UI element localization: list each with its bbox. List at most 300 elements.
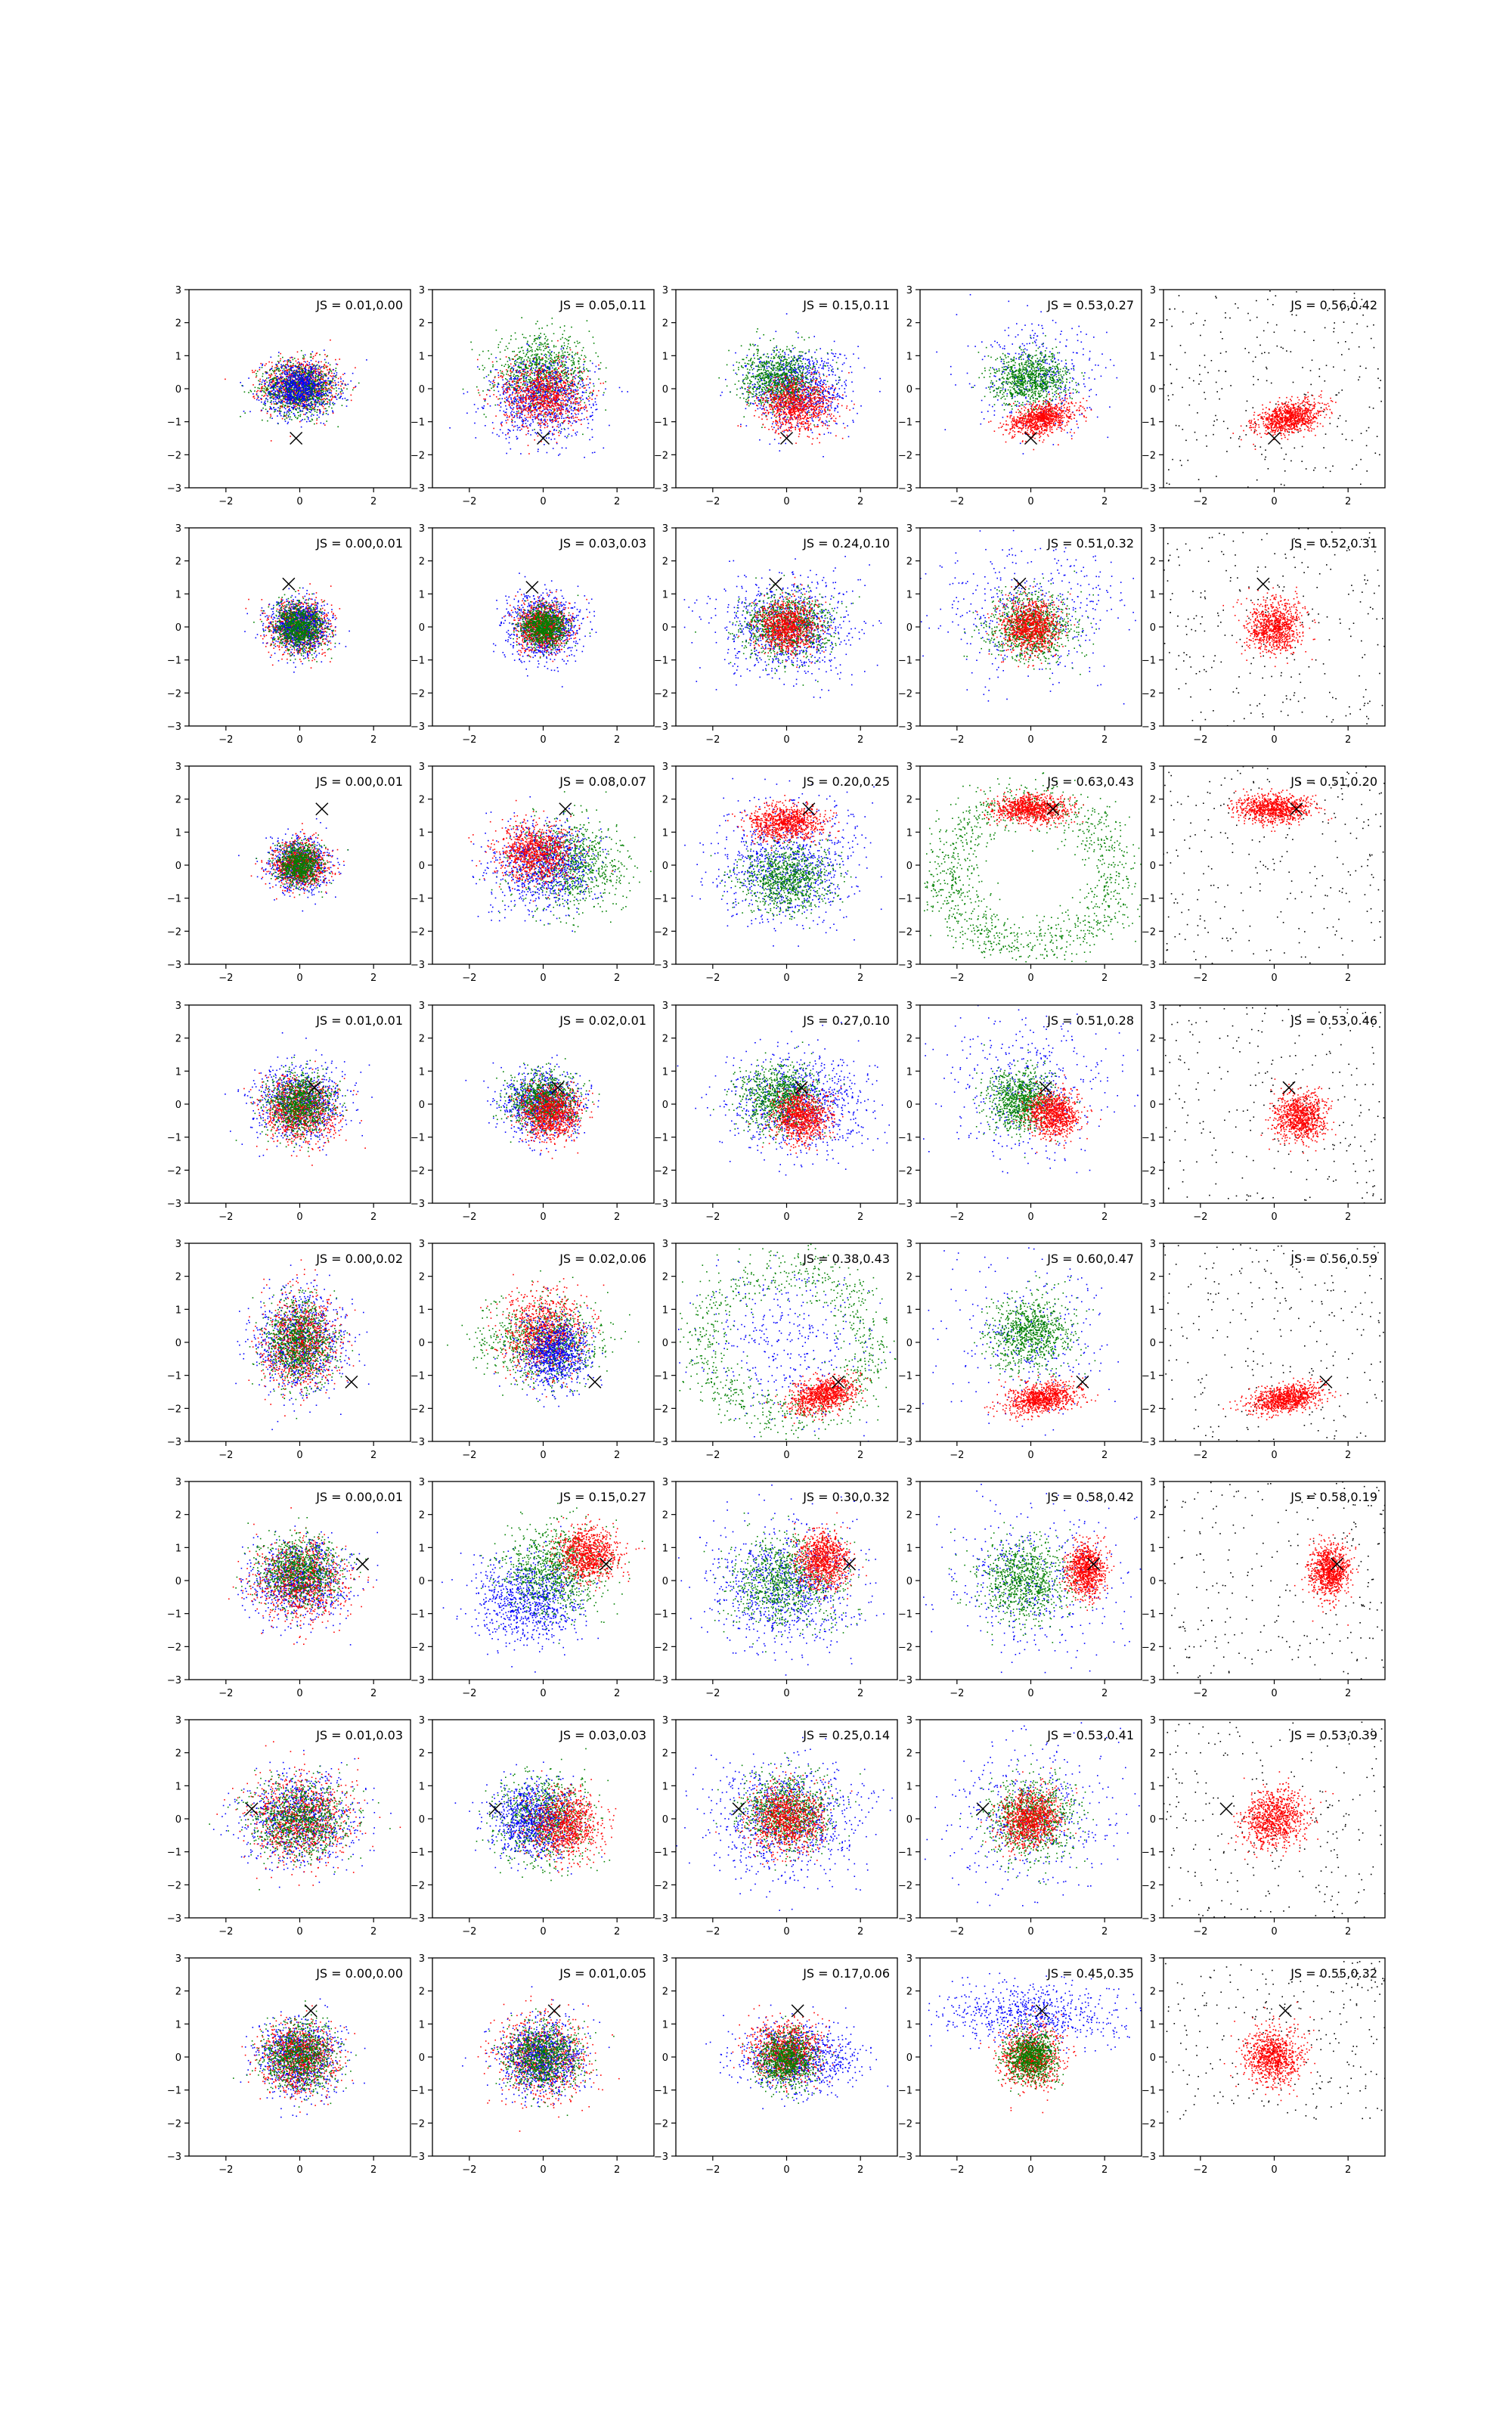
data-point [552, 434, 553, 436]
data-point [320, 389, 321, 391]
data-point [536, 361, 538, 363]
data-point [538, 354, 539, 355]
data-point [532, 430, 534, 431]
data-point [331, 399, 333, 400]
data-point [277, 407, 279, 408]
data-point [508, 429, 510, 430]
data-point [539, 358, 541, 360]
data-point [330, 402, 331, 403]
data-point [583, 385, 584, 386]
data-point [592, 393, 593, 395]
data-point [519, 413, 521, 414]
data-point [553, 386, 554, 388]
data-point [566, 408, 568, 409]
data-point [506, 388, 507, 389]
data-point [503, 392, 504, 394]
data-point [551, 340, 553, 342]
data-point [295, 378, 296, 380]
data-point [565, 404, 566, 405]
data-point [548, 377, 550, 379]
data-point [280, 401, 282, 402]
data-point [553, 417, 555, 418]
data-point [273, 380, 274, 382]
data-point [513, 387, 514, 389]
data-point [570, 397, 572, 399]
data-point [519, 352, 520, 353]
data-point [536, 349, 538, 350]
data-point [492, 366, 494, 368]
data-point [572, 360, 574, 361]
data-point [286, 381, 287, 383]
data-point [513, 374, 515, 375]
data-point [521, 397, 522, 399]
data-point [280, 353, 281, 355]
data-point [591, 392, 593, 394]
data-point [541, 386, 543, 388]
data-point [513, 409, 514, 411]
data-point [289, 395, 290, 396]
data-point [271, 400, 272, 402]
data-point [334, 403, 336, 405]
data-point [544, 338, 546, 340]
data-point [593, 386, 595, 387]
data-point [291, 371, 293, 372]
data-point [532, 417, 534, 418]
data-point [550, 369, 551, 371]
data-point [538, 349, 539, 351]
data-point [500, 373, 502, 374]
data-point [314, 409, 316, 411]
data-point [497, 386, 498, 388]
data-point [522, 364, 524, 365]
data-point [498, 383, 500, 385]
data-point [264, 402, 265, 403]
data-point [557, 362, 559, 364]
data-point [562, 392, 563, 393]
data-point [287, 412, 288, 414]
data-point [551, 380, 553, 381]
data-point [548, 372, 550, 374]
data-point [584, 406, 586, 408]
data-point [564, 355, 565, 357]
data-point [575, 375, 577, 377]
data-point [517, 395, 519, 396]
y-tick-label: −3 [167, 483, 181, 495]
data-point [298, 415, 299, 417]
data-point [288, 361, 290, 362]
data-point [264, 385, 265, 386]
data-point [289, 396, 290, 398]
data-point [316, 389, 318, 390]
data-point [342, 374, 344, 375]
data-point [564, 374, 565, 375]
data-point [311, 377, 312, 379]
data-point [326, 420, 327, 422]
data-point [534, 361, 535, 363]
data-point [526, 395, 528, 396]
data-point [547, 340, 548, 342]
series-green [463, 317, 607, 436]
data-point [517, 390, 519, 392]
data-point [314, 396, 316, 397]
data-point [530, 389, 531, 390]
data-point [566, 356, 568, 358]
data-point [565, 361, 567, 363]
data-point [288, 374, 290, 376]
data-point [500, 423, 502, 424]
data-point [538, 346, 539, 348]
data-point [303, 414, 305, 415]
data-point [530, 415, 531, 417]
data-point [290, 377, 292, 379]
data-point [347, 399, 349, 401]
data-point [525, 381, 526, 383]
data-point [314, 407, 315, 408]
data-point [512, 425, 513, 427]
data-point [268, 374, 270, 376]
data-point [511, 371, 513, 373]
data-point [330, 392, 332, 394]
data-point [518, 427, 519, 429]
data-point [575, 390, 577, 392]
data-point [519, 430, 521, 431]
data-point [529, 386, 531, 387]
data-point [332, 379, 333, 380]
data-point [581, 386, 583, 388]
data-point [571, 409, 572, 411]
data-point [305, 387, 307, 389]
data-point [547, 424, 548, 425]
data-point [578, 358, 580, 359]
data-point [321, 399, 322, 400]
data-point [550, 439, 552, 440]
data-point [330, 404, 331, 405]
data-point [563, 349, 565, 350]
data-point [273, 392, 274, 394]
data-point [277, 368, 278, 369]
data-point [293, 363, 294, 365]
x-tick-label: 2 [370, 496, 376, 507]
data-point [284, 380, 286, 382]
data-point [584, 361, 586, 362]
data-point [584, 355, 586, 357]
data-point [257, 390, 259, 392]
data-point [530, 377, 531, 378]
data-point [259, 379, 261, 380]
data-point [271, 386, 272, 388]
data-point [561, 371, 562, 372]
data-point [528, 344, 529, 346]
data-point [283, 361, 284, 362]
data-point [284, 407, 285, 408]
data-point [525, 402, 526, 404]
data-point [529, 382, 531, 383]
data-point [580, 371, 581, 372]
data-point [323, 383, 324, 384]
data-point [497, 369, 498, 371]
data-point [271, 408, 272, 410]
data-point [572, 356, 573, 358]
data-point [510, 406, 511, 408]
data-point [553, 333, 555, 334]
data-point [262, 395, 263, 396]
data-point [568, 377, 569, 379]
data-point [525, 355, 526, 357]
data-point [330, 389, 331, 391]
data-point [550, 390, 552, 392]
data-point [254, 371, 256, 373]
data-point [522, 350, 524, 352]
data-point [562, 398, 563, 399]
data-point [510, 378, 511, 380]
data-point [609, 425, 610, 427]
data-point [478, 408, 479, 410]
data-point [305, 361, 306, 363]
data-point [284, 371, 286, 373]
data-point [298, 405, 299, 406]
data-point [297, 378, 299, 380]
data-point [289, 411, 290, 412]
data-point [320, 386, 321, 387]
data-point [587, 371, 589, 372]
data-point [582, 373, 584, 374]
data-point [266, 382, 268, 383]
data-point [541, 433, 543, 434]
data-point [304, 368, 305, 369]
data-point [479, 368, 480, 370]
data-point [557, 405, 559, 406]
data-point [562, 334, 564, 335]
data-point [534, 378, 536, 380]
data-point [287, 392, 289, 393]
data-point [592, 452, 593, 454]
data-point [240, 416, 241, 417]
data-point [287, 411, 288, 412]
data-point [542, 385, 544, 386]
data-point [262, 376, 264, 377]
data-point [249, 411, 251, 413]
data-point [299, 400, 300, 402]
data-point [587, 320, 588, 321]
data-point [324, 385, 325, 386]
data-point [586, 368, 587, 370]
data-point [538, 402, 540, 403]
data-point [603, 392, 605, 394]
data-point [476, 386, 478, 388]
data-point [305, 369, 307, 371]
data-point [323, 411, 324, 413]
data-point [536, 409, 538, 411]
data-point [305, 365, 307, 366]
data-point [541, 430, 542, 432]
data-point [538, 399, 539, 400]
data-point [291, 375, 293, 377]
data-point [288, 411, 290, 413]
data-point [310, 411, 311, 413]
data-point [559, 352, 560, 353]
data-point [581, 419, 583, 420]
data-point [321, 366, 323, 368]
data-point [290, 374, 291, 375]
data-point [290, 410, 292, 411]
data-point [269, 370, 271, 371]
data-point [305, 369, 306, 371]
data-point [541, 423, 542, 424]
data-point [499, 399, 500, 400]
data-point [584, 392, 585, 393]
data-point [598, 379, 600, 380]
data-point [305, 371, 307, 373]
data-point [517, 413, 519, 414]
data-point [550, 365, 552, 367]
data-point [331, 408, 333, 409]
data-point [567, 390, 569, 392]
data-point [303, 386, 305, 387]
data-point [605, 389, 606, 390]
data-point [267, 401, 268, 402]
data-point [307, 386, 308, 388]
data-point [552, 390, 553, 392]
data-point [544, 348, 546, 349]
data-point [540, 427, 541, 428]
data-point [287, 370, 288, 371]
data-point [561, 393, 562, 395]
data-point [321, 392, 322, 393]
data-point [545, 392, 547, 393]
data-point [273, 383, 274, 385]
data-point [302, 398, 303, 399]
data-point [311, 371, 313, 373]
data-point [317, 409, 318, 411]
data-point [302, 374, 304, 376]
data-point [546, 375, 547, 377]
data-point [534, 395, 536, 396]
data-point [282, 370, 284, 371]
data-point [561, 417, 562, 419]
data-point [565, 376, 566, 377]
data-point [504, 415, 506, 417]
data-point [547, 351, 549, 352]
data-point [544, 369, 545, 371]
data-point [311, 369, 313, 371]
data-point [567, 383, 569, 385]
data-point [268, 361, 270, 363]
data-point [513, 392, 514, 393]
data-point [494, 384, 496, 386]
data-point [286, 402, 287, 403]
data-point [551, 405, 553, 406]
data-point [561, 357, 562, 358]
data-point [574, 364, 575, 365]
data-point [514, 361, 516, 363]
data-point [263, 404, 265, 405]
data-point [558, 355, 559, 356]
data-point [482, 390, 484, 392]
data-point [521, 378, 522, 380]
data-point [540, 394, 541, 396]
data-point [317, 414, 318, 416]
data-point [316, 371, 318, 372]
data-point [541, 399, 543, 400]
data-point [568, 415, 569, 417]
data-point [552, 324, 553, 325]
data-point [536, 387, 538, 389]
data-point [585, 392, 587, 393]
data-point [297, 399, 299, 401]
data-point [482, 351, 484, 352]
data-point [294, 407, 296, 408]
data-point [547, 389, 548, 391]
data-point [523, 370, 525, 371]
data-point [549, 361, 550, 363]
data-point [278, 392, 280, 393]
data-point [271, 417, 273, 419]
data-point [276, 365, 277, 367]
data-point [558, 408, 559, 409]
data-point [571, 383, 572, 385]
data-point [282, 357, 284, 358]
data-point [506, 397, 507, 399]
data-point [522, 357, 523, 358]
data-point [531, 367, 532, 368]
data-point [296, 406, 297, 408]
data-point [284, 402, 285, 403]
data-point [292, 403, 293, 405]
data-point [330, 396, 331, 398]
data-point [515, 398, 516, 399]
data-point [333, 388, 335, 389]
data-point [341, 393, 342, 395]
data-point [273, 371, 274, 373]
data-point [254, 390, 256, 392]
data-point [531, 355, 533, 356]
data-point [528, 357, 529, 358]
data-point [570, 401, 572, 402]
data-point [324, 374, 325, 375]
data-point [299, 402, 301, 404]
data-point [508, 397, 510, 399]
data-point [244, 392, 246, 393]
data-point [290, 417, 291, 418]
data-point [541, 327, 543, 329]
data-point [273, 402, 274, 403]
data-point [579, 342, 581, 343]
data-point [558, 427, 559, 428]
data-point [298, 392, 299, 393]
data-point [493, 380, 494, 381]
data-point [282, 406, 284, 408]
data-point [566, 375, 568, 377]
data-point [265, 365, 266, 367]
data-point [534, 386, 535, 387]
data-point [541, 365, 542, 367]
data-point [310, 380, 311, 382]
data-point [583, 347, 584, 349]
data-point [265, 395, 266, 396]
data-point [287, 406, 289, 408]
data-point [545, 402, 547, 404]
data-point [562, 352, 564, 354]
data-point [534, 340, 536, 342]
data-point [317, 379, 318, 380]
data-point [321, 374, 323, 375]
data-point [351, 395, 352, 396]
data-point [507, 384, 508, 386]
data-point [562, 373, 564, 374]
data-point [297, 402, 299, 404]
data-point [521, 359, 522, 361]
data-point [280, 385, 281, 386]
